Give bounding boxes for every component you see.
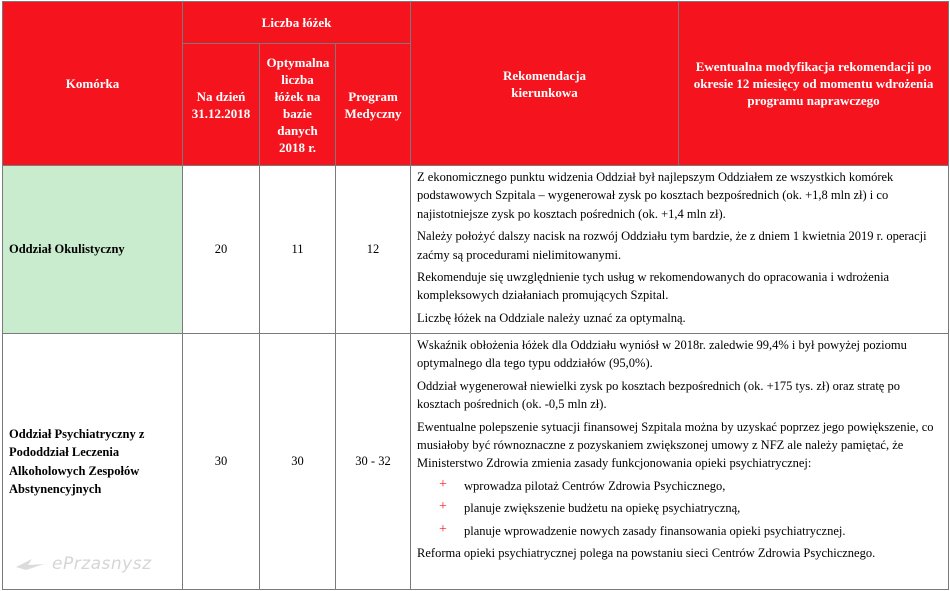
plus-bullet-icon: + <box>439 499 447 515</box>
table-row <box>3 166 949 334</box>
row-name: Oddział Psychiatryczny z Pododdział Leczenia Alkoholowych Zespołów Abstynencyjnych <box>3 334 183 590</box>
row-rekomendacja <box>411 334 949 590</box>
rec-paragraph: Oddział wygenerował niewielki zysk po kosztach bezpośrednich (ok. +175 tys. zł) oraz stratę po kosztach pośrednich (ok. -0,5 mln zł). <box>417 378 900 412</box>
bullet-text: wprowadza pilotaż Centrów Zdrowia Psychicznego, <box>464 478 726 493</box>
rec-bullet-list <box>417 477 942 540</box>
header-rekomendacja <box>411 2 679 166</box>
bullet-text: planuje wprowadzenie nowych zasady finansowania opieki psychiatrycznej. <box>464 523 846 538</box>
watermark-logo <box>14 553 152 575</box>
watermark-text: ePrzasnysz <box>52 554 152 574</box>
row-name: Oddział Okulistyczny <box>3 166 183 334</box>
rec-closing: Reforma opieki psychiatrycznej polega na powstaniu sieci Centrów Zdrowia Psychicznego. <box>417 546 876 561</box>
recommendation-table <box>2 1 949 590</box>
watermark-bird-icon <box>14 555 48 573</box>
rec-paragraph: Z ekonomicznego punktu widzenia Oddział był najlepszym Oddziałem ze wszystkich komórek podstawowych Szpitala – wygenerował zysk po kosztach bezpośrednich (ok. +1,8 mln zł) i co najistotniejsze zysk po kosztach pośrednich (ok. +1,4 mln zł). <box>417 170 894 221</box>
list-item <box>417 477 942 495</box>
list-item <box>417 499 942 517</box>
table-row <box>3 334 949 590</box>
header-modyfikacja: Ewentualna modyfikacja rekomendacji po okresie 12 miesięcy od momentu wdrożenia programu naprawczego <box>679 2 949 166</box>
rec-paragraph: Liczbę łóżek na Oddziale należy uznać za optymalną. <box>417 310 686 325</box>
bullet-text: planuje zwiększenie budżetu na opiekę psychiatryczną, <box>464 501 741 516</box>
header-optymalna <box>260 44 336 166</box>
row-na-dzien: 30 <box>183 334 260 590</box>
header-rekomendacja-text: Rekomendacja kierunkowa <box>503 67 587 100</box>
row-rekomendacja <box>411 166 949 334</box>
list-item <box>417 522 942 540</box>
header-optymalna-text: Optymalna liczba łóżek na bazie danych 2018 r. <box>266 54 330 155</box>
rec-paragraph: Należy położyć dalszy nacisk na rozwój Oddziału tym bardzie, że z dniem 1 kwietnia 2019 r. operacji zaćmy są procedurami nielimitowanymi. <box>417 229 927 262</box>
row-optymalna: 30 <box>260 334 336 590</box>
row-optymalna: 11 <box>260 166 336 334</box>
header-program <box>336 44 411 166</box>
row-program: 30 - 32 <box>336 334 411 590</box>
rec-paragraph: Ewentualne polepszenie sytuacji finansowej Szpitala można by uzyskać poprzez jego powiększenie, co musiałoby być równoznaczne z pozyskaniem zwiększonej umowy z NFZ ale należy pamiętać, że Ministerstwo Zdrowia zmienia zasady funkcjonowania opieki psychiatrycznej: <box>417 419 934 471</box>
rec-paragraph: Rekomenduje się uwzględnienie tych usług w rekomendowanych do opracowania i wdrożenia kompleksowych działaniach promujących Szpital. <box>417 270 890 303</box>
header-komorka: Komórka <box>3 2 183 166</box>
plus-bullet-icon: + <box>439 521 447 537</box>
rec-paragraph: Wskaźnik obłożenia łóżek dla Oddziału wyniósł w 2018r. zaledwie 99,4% i był powyżej poziomu optymalnego dla tego typu oddziałów (95,0%). <box>417 338 907 371</box>
plus-bullet-icon: + <box>439 476 447 492</box>
header-program-text: Program Medyczny <box>344 88 402 121</box>
header-na-dzien <box>183 44 260 166</box>
row-na-dzien: 20 <box>183 166 260 334</box>
header-liczba-lozek: Liczba łóżek <box>183 2 411 44</box>
row-program: 12 <box>336 166 411 334</box>
header-na-dzien-text: Na dzień 31.12.2018 <box>191 88 251 121</box>
